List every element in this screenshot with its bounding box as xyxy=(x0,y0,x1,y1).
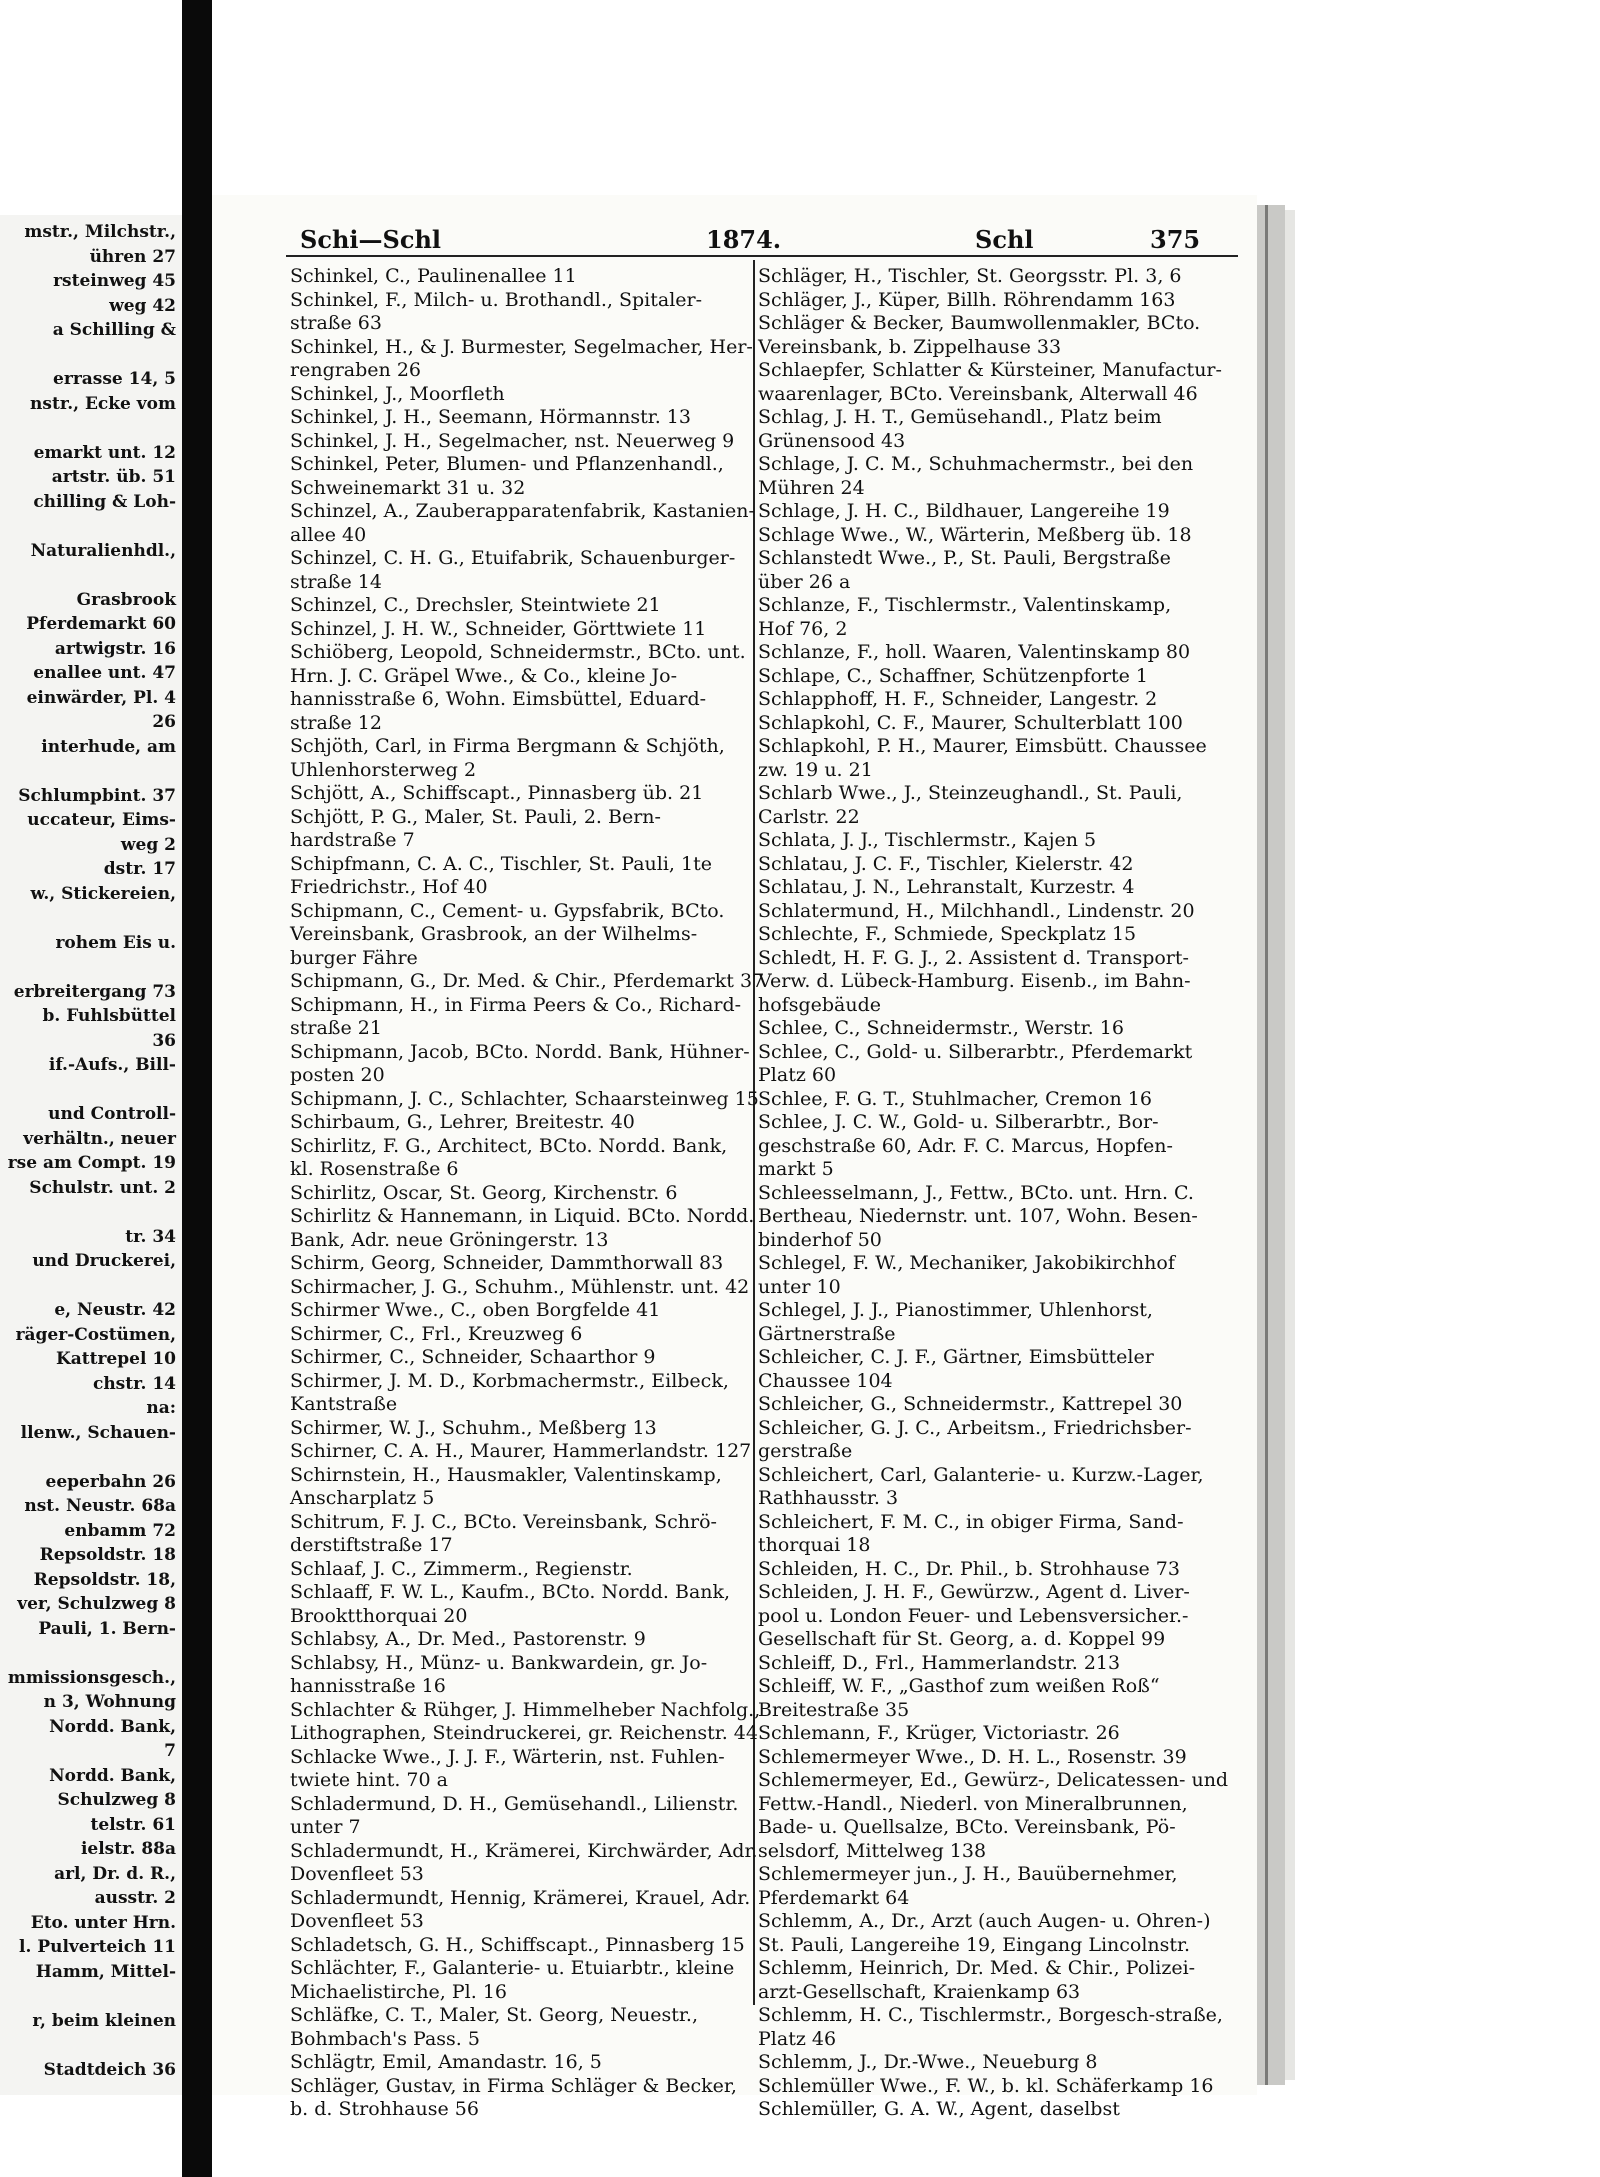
directory-entry-line: Uhlenhorsterweg 2 xyxy=(290,758,477,781)
directory-entry-line: Schinkel, H., & J. Burmester, Segelmacher, Her- xyxy=(290,335,753,358)
directory-entry-line: Schlemermeyer, Ed., Gewürz-, Delicatessen- und xyxy=(758,1769,1229,1791)
directory-entry-line: Schipfmann, C. A. C., Tischler, St. Pauli, 1te xyxy=(290,852,712,875)
directory-entry-line: Schjöth, Carl, in Firma Bergmann & Schjöth, xyxy=(290,735,725,757)
directory-entry-line: Schlächter, F., Galanterie- u. Etuiarbtr., kleine xyxy=(290,1957,735,1979)
directory-entry-line: Gärtnerstraße xyxy=(758,1322,896,1345)
left-page-text-fragment: Grasbrook xyxy=(76,589,176,610)
left-page-text-fragment: tr. 34 xyxy=(125,1226,176,1247)
left-page-text-fragment: emarkt unt. 12 xyxy=(33,442,176,463)
directory-entry-line: markt 5 xyxy=(758,1158,834,1180)
directory-entry-line: thorquai 18 xyxy=(758,1534,871,1556)
directory-entry-line: Schläger, Gustav, in Firma Schläger & Becker, xyxy=(290,2074,737,2097)
directory-entry-line: posten 20 xyxy=(290,1064,385,1086)
left-page-text-fragment: Schulstr. unt. 2 xyxy=(29,1177,176,1198)
directory-entry-line: Vereinsbank, b. Zippelhause 33 xyxy=(758,335,1062,358)
left-page-text-fragment: verhältn., neuer xyxy=(23,1128,176,1149)
left-page-text-fragment: Kattrepel 10 xyxy=(55,1349,176,1369)
left-page-text-fragment: dstr. 17 xyxy=(103,859,176,879)
directory-entry-line: Schlag, J. H. T., Gemüsehandl., Platz beim xyxy=(758,406,1162,428)
directory-entry-line: Schleiden, J. H. F., Gewürzw., Agent d. Liver- xyxy=(758,1581,1190,1603)
directory-entry-line: Schlanze, F., holl. Waaren, Valentinskamp 80 xyxy=(758,641,1191,663)
directory-entry-line: Schlatau, J. N., Lehranstalt, Kurzestr. 4 xyxy=(758,876,1135,898)
directory-entry-line: Schleiff, W. F., „Gasthof zum weißen Roß“ xyxy=(758,1675,1160,1697)
directory-entry-line: Breitestraße 35 xyxy=(758,1698,910,1721)
left-page-text-fragment: 26 xyxy=(152,712,176,732)
page-edge-line xyxy=(1265,205,1268,2085)
directory-entry-line: Chaussee 104 xyxy=(758,1369,893,1392)
directory-entry-line: Brooktthorquai 20 xyxy=(290,1604,468,1627)
left-page-text-fragment: weg 2 xyxy=(120,834,176,855)
directory-entry-line: Bank, Adr. neue Gröningerstr. 13 xyxy=(290,1228,609,1251)
directory-entry-line: Schladermundt, H., Krämerei, Kirchwärder, Adr. xyxy=(290,1839,758,1862)
directory-entry-line: Schirmer, J. M. D., Korbmachermstr., Eilbeck, xyxy=(290,1369,729,1392)
directory-entry-line: Schleichert, Carl, Galanterie- u. Kurzw.-Lager, xyxy=(758,1463,1204,1486)
directory-entry-line: Schinzel, C. H. G., Etuifabrik, Schauenburger- xyxy=(290,547,736,569)
directory-entry-line: Dovenfleet 53 xyxy=(290,1863,424,1885)
directory-entry-line: Schlee, C., Gold- u. Silberarbtr., Pferdemarkt xyxy=(758,1040,1193,1063)
directory-entry-line: hofsgebäude xyxy=(758,993,881,1016)
directory-entry-line: Fettw.-Handl., Niederl. von Mineralbrunnen, xyxy=(758,1792,1188,1815)
directory-entry-line: Anscharplatz 5 xyxy=(290,1487,435,1509)
directory-entry-line: Schirner, C. A. H., Maurer, Hammerlandstr. 127 xyxy=(290,1440,752,1462)
directory-entry-line: Platz 46 xyxy=(758,2027,837,2050)
directory-entry-line: Schlemermeyer Wwe., D. H. L., Rosenstr. 39 xyxy=(758,1745,1187,1768)
directory-entry-line: Vereinsbank, Grasbrook, an der Wilhelms- xyxy=(290,923,698,945)
directory-entry-line: Schinkel, F., Milch- u. Brothandl., Spitaler- xyxy=(290,288,703,311)
left-page-text-fragment: ver, Schulzweg 8 xyxy=(17,1594,176,1614)
directory-entry-line: Schlägtr, Emil, Amandastr. 16, 5 xyxy=(290,2051,602,2073)
running-head-right: Schl xyxy=(975,225,1034,254)
page-edge-outer xyxy=(1285,210,1295,2080)
directory-entry-line: Schinkel, Peter, Blumen- und Pflanzenhandl., xyxy=(290,453,724,475)
left-page-text-fragment: interhude, am xyxy=(41,736,176,757)
directory-entry-line: twiete hint. 70 a xyxy=(290,1769,448,1791)
directory-entry-line: Schirmer, W. J., Schuhm., Meßberg 13 xyxy=(290,1416,657,1439)
directory-entry-line: Schlemm, J., Dr.-Wwe., Neueburg 8 xyxy=(758,2051,1098,2073)
directory-entry-line: Schirlitz, Oscar, St. Georg, Kirchenstr. 6 xyxy=(290,1181,678,1204)
directory-entry-line: Schirlitz & Hannemann, in Liquid. BCto. Nordd. xyxy=(290,1205,755,1227)
directory-entry-line: Carlstr. 22 xyxy=(758,805,860,828)
left-page-text-fragment: uccateur, Eims- xyxy=(27,810,176,830)
directory-entry-line: rengraben 26 xyxy=(290,359,421,381)
directory-entry-line: hardstraße 7 xyxy=(290,829,415,851)
left-page-text-fragment: Nordd. Bank, xyxy=(49,1765,176,1786)
directory-entry-line: Schipmann, J. C., Schlachter, Schaarsteinweg 15 xyxy=(290,1087,759,1110)
directory-entry-line: Schiöberg, Leopold, Schneidermstr., BCto. unt. xyxy=(290,641,746,663)
directory-entry-line: burger Fähre xyxy=(290,946,418,969)
directory-entry-line: Schlabsy, H., Münz- u. Bankwardein, gr. Jo- xyxy=(290,1651,708,1674)
directory-entry-line: binderhof 50 xyxy=(758,1228,882,1251)
directory-entry-line: Schlapkohl, C. F., Maurer, Schulterblatt 100 xyxy=(758,711,1183,734)
directory-entry-line: Schlee, C., Schneidermstr., Werstr. 16 xyxy=(758,1017,1124,1039)
directory-entry-line: Schlanze, F., Tischlermstr., Valentinskamp, xyxy=(758,594,1172,616)
directory-entry-line: Schlee, F. G. T., Stuhlmacher, Cremon 16 xyxy=(758,1087,1152,1110)
directory-entry-line: Schlacke Wwe., J. J. F., Wärterin, nst. Fuhlen- xyxy=(290,1745,725,1768)
directory-entry-line: Lithographen, Steindruckerei, gr. Reichenstr. 44 xyxy=(290,1722,758,1744)
directory-entry-line: Bade- u. Quellsalze, BCto. Vereinsbank, Pö- xyxy=(758,1816,1176,1838)
directory-entry-line: Schirmer Wwe., C., oben Borgfelde 41 xyxy=(290,1299,661,1321)
directory-entry-line: derstiftstraße 17 xyxy=(290,1534,453,1556)
left-page-text-fragment: rse am Compt. 19 xyxy=(7,1153,176,1173)
directory-entry-line: Schlemm, H. C., Tischlermstr., Borgesch-straße, xyxy=(758,2004,1223,2026)
left-page-text-fragment: eeperbahn 26 xyxy=(45,1471,176,1492)
directory-entry-line: Schlachter & Rühger, J. Himmelheber Nachfolg., xyxy=(290,1698,761,1721)
directory-entry-line: kl. Rosenstraße 6 xyxy=(290,1158,459,1180)
directory-entry-line: Schinzel, A., Zauberapparatenfabrik, Kastanien- xyxy=(290,500,755,522)
directory-entry-line: Schlanstedt Wwe., P., St. Pauli, Bergstraße xyxy=(758,547,1171,569)
directory-entry-line: Schlemüller Wwe., F. W., b. kl. Schäferkamp 16 xyxy=(758,2074,1214,2097)
directory-entry-line: geschstraße 60, Adr. F. C. Marcus, Hopfen- xyxy=(758,1134,1173,1157)
directory-entry-line: Schirlitz, F. G., Architect, BCto. Nordd. Bank, xyxy=(290,1134,728,1157)
directory-entry-line: Bertheau, Niedernstr. unt. 107, Wohn. Besen- xyxy=(758,1205,1198,1227)
directory-entry-line: Schinkel, J. H., Seemann, Hörmannstr. 13 xyxy=(290,406,691,428)
left-page-text-fragment: enbamm 72 xyxy=(64,1520,176,1541)
directory-entry-line: Schinkel, C., Paulinenallee 11 xyxy=(290,265,577,287)
left-page-text-fragment: Repsoldstr. 18, xyxy=(33,1569,176,1590)
directory-entry-line: Schlapphoff, H. F., Schneider, Langestr. 2 xyxy=(758,688,1158,710)
directory-entry-line: Schlarb Wwe., J., Steinzeughandl., St. Pauli, xyxy=(758,782,1183,804)
directory-entry-line: Schinzel, J. H. W., Schneider, Görttwiete 11 xyxy=(290,617,707,640)
directory-entry-line: Schjött, P. G., Maler, St. Pauli, 2. Bern- xyxy=(290,805,661,828)
directory-entry-line: Schlaaf, J. C., Zimmerm., Regienstr. xyxy=(290,1557,633,1580)
directory-entry-line: Schladermundt, Hennig, Krämerei, Krauel, Adr. xyxy=(290,1886,751,1909)
directory-entry-line: waarenlager, BCto. Vereinsbank, Alterwall 46 xyxy=(758,382,1198,405)
directory-entry-line: Schleiden, H. C., Dr. Phil., b. Strohhause 73 xyxy=(758,1557,1180,1580)
directory-entry-line: Hrn. J. C. Gräpel Wwe., & Co., kleine Jo- xyxy=(290,664,678,687)
directory-entry-line: Schlapkohl, P. H., Maurer, Eimsbütt. Chaussee xyxy=(758,735,1207,757)
directory-entry-line: Gesellschaft für St. Georg, a. d. Koppel 99 xyxy=(758,1628,1166,1650)
directory-entry-line: Schleicher, G. J. C., Arbeitsm., Friedrichsber- xyxy=(758,1416,1192,1439)
directory-entry-line: Schjött, A., Schiffscapt., Pinnasberg üb. 21 xyxy=(290,782,704,804)
left-page-text-fragment: und Controll- xyxy=(48,1104,176,1124)
directory-entry-line: selsdorf, Mittelweg 138 xyxy=(758,1839,987,1862)
left-page-text-fragment: räger-Costümen, xyxy=(15,1324,176,1345)
left-page-text-fragment: r, beim kleinen xyxy=(32,2010,176,2031)
directory-entry-line: Schläger, J., Küper, Billh. Röhrendamm 163 xyxy=(758,288,1176,311)
directory-entry-line: Schläger & Becker, Baumwollenmakler, BCto. xyxy=(758,312,1201,334)
left-page-text-fragment: n 3, Wohnung xyxy=(43,1692,176,1712)
directory-entry-line: Schladermund, D. H., Gemüsehandl., Lilienstr. xyxy=(290,1792,739,1815)
directory-entry-line: Schlechte, F., Schmiede, Speckplatz 15 xyxy=(758,923,1137,945)
left-page-text-fragment: rohem Eis u. xyxy=(55,932,176,953)
directory-entry-line: Schlemermeyer jun., J. H., Bauübernehmer, xyxy=(758,1863,1178,1885)
directory-entry-line: Schlatau, J. C. F., Tischler, Kielerstr. 42 xyxy=(758,852,1134,875)
left-page-text-fragment: Stadtdeich 36 xyxy=(43,2059,176,2080)
directory-entry-line: straße 63 xyxy=(290,312,382,334)
directory-entry-line: Schleesselmann, J., Fettw., BCto. unt. Hrn. C. xyxy=(758,1181,1194,1204)
left-page-text-fragment: na: xyxy=(146,1398,176,1418)
left-page-fragment xyxy=(0,215,182,2095)
left-page-text-fragment: 36 xyxy=(152,1030,176,1051)
left-page-text-fragment: mstr., Milchstr., xyxy=(24,222,176,242)
directory-entry-line: Pferdemarkt 64 xyxy=(758,1886,910,1909)
left-page-text-fragment: weg 42 xyxy=(109,295,176,316)
left-page-text-fragment: enallee unt. 47 xyxy=(33,663,176,683)
left-page-text-fragment: Repsoldstr. 18 xyxy=(39,1545,176,1565)
directory-entry-line: Schlemüller, G. A. W., Agent, daselbst xyxy=(758,2098,1120,2120)
book-spine-gutter xyxy=(182,0,212,2177)
left-page-text-fragment: ielstr. 88a xyxy=(80,1839,176,1859)
directory-entry-line: straße 21 xyxy=(290,1017,382,1039)
left-page-text-fragment: b. Fuhlsbüttel xyxy=(42,1006,176,1026)
left-page-text-fragment: Schlumpbint. 37 xyxy=(18,785,176,806)
directory-entry-line: Schlaaff, F. W. L., Kaufm., BCto. Nordd. Bank, xyxy=(290,1581,731,1603)
directory-entry-line: Mühren 24 xyxy=(758,476,865,499)
directory-entry-line: Schlape, C., Schaffner, Schützenpforte 1 xyxy=(758,664,1149,687)
left-page-text-fragment: w., Stickereien, xyxy=(30,883,176,904)
directory-entry-line: Hof 76, 2 xyxy=(758,617,848,640)
directory-entry-line: Schirm, Georg, Schneider, Dammthorwall 83 xyxy=(290,1252,724,1274)
directory-entry-line: b. d. Strohhause 56 xyxy=(290,2098,479,2120)
left-page-text-fragment: telstr. 61 xyxy=(90,1814,176,1835)
directory-entry-line: Schirnstein, H., Hausmakler, Valentinskamp, xyxy=(290,1463,722,1486)
directory-entry-line: Schweinemarkt 31 u. 32 xyxy=(290,476,526,499)
left-page-text-fragment: Schulzweg 8 xyxy=(57,1790,176,1810)
directory-entry-line: Schläfke, C. T., Maler, St. Georg, Neuestr., xyxy=(290,2004,699,2026)
left-page-text-fragment: Eto. unter Hrn. xyxy=(30,1912,176,1933)
left-page-text-fragment: if.-Aufs., Bill- xyxy=(48,1055,176,1075)
directory-entry-line: Michaelistirche, Pl. 16 xyxy=(290,1980,507,2003)
directory-entry-line: Schlage Wwe., W., Wärterin, Meßberg üb. 18 xyxy=(758,523,1192,546)
left-page-text-fragment: nstr., Ecke vom xyxy=(30,393,176,414)
page-edge-stack xyxy=(1257,205,1285,2085)
left-page-text-fragment: nst. Neustr. 68a xyxy=(24,1496,176,1516)
left-page-text-fragment: chilling & Loh- xyxy=(33,491,176,512)
directory-entry-line: Schinzel, C., Drechsler, Steintwiete 21 xyxy=(290,594,661,616)
left-page-text-fragment: chstr. 14 xyxy=(92,1373,176,1394)
directory-entry-line: Schipmann, G., Dr. Med. & Chir., Pferdemarkt 37 xyxy=(290,970,765,992)
directory-entry-line: zw. 19 u. 21 xyxy=(758,758,873,781)
directory-entry-line: Schitrum, F. J. C., BCto. Vereinsbank, Schrö- xyxy=(290,1510,717,1533)
left-page-text-fragment: arl, Dr. d. R., xyxy=(54,1863,176,1884)
left-page-text-fragment: Pferdemarkt 60 xyxy=(26,614,176,634)
header-rule xyxy=(286,255,1238,257)
directory-entry-line: allee 40 xyxy=(290,523,367,546)
left-page-text-fragment: errasse 14, 5 xyxy=(53,369,176,389)
left-page-text-fragment: artwigstr. 16 xyxy=(54,638,176,659)
directory-entry-line: Bohmbach's Pass. 5 xyxy=(290,2027,480,2050)
left-page-text-fragment: ühren 27 xyxy=(89,246,176,267)
directory-entry-line: hannisstraße 6, Wohn. Eimsbüttel, Eduard- xyxy=(290,688,707,710)
directory-entry-line: pool u. London Feuer- und Lebensversicher.- xyxy=(758,1604,1189,1627)
directory-entry-line: Schipmann, Jacob, BCto. Nordd. Bank, Hühner- xyxy=(290,1040,750,1063)
left-page-text-fragment: ausstr. 2 xyxy=(94,1888,176,1908)
directory-entry-line: Schlemann, F., Krüger, Victoriastr. 26 xyxy=(758,1722,1120,1744)
directory-entry-line: Schinkel, J., Moorfleth xyxy=(290,382,505,405)
left-page-text-fragment: artstr. üb. 51 xyxy=(51,467,176,487)
left-page-text-fragment: mmissionsgesch., xyxy=(7,1667,176,1688)
left-page-text-fragment: rsteinweg 45 xyxy=(53,271,176,291)
directory-entry-line: Schlee, J. C. W., Gold- u. Silberarbtr., Bor- xyxy=(758,1111,1159,1133)
directory-entry-line: Schlabsy, A., Dr. Med., Pastorenstr. 9 xyxy=(290,1628,646,1650)
left-page-text-fragment: Hamm, Mittel- xyxy=(35,1961,176,1982)
left-page-text-fragment: 7 xyxy=(164,1741,176,1761)
directory-entry-line: über 26 a xyxy=(758,570,851,593)
directory-entry-line: Schlata, J. J., Tischlermstr., Kajen 5 xyxy=(758,829,1097,851)
directory-entry-line: Schleiff, D., Frl., Hammerlandstr. 213 xyxy=(758,1651,1121,1674)
directory-entry-line: Schlemm, Heinrich, Dr. Med. & Chir., Polizei- xyxy=(758,1957,1196,1979)
directory-entry-line: Schipmann, C., Cement- u. Gypsfabrik, BCto. xyxy=(290,899,725,922)
left-page-text-fragment: erbreitergang 73 xyxy=(13,981,176,1002)
directory-entry-line: gerstraße xyxy=(758,1440,853,1462)
left-page-text-fragment: und Druckerei, xyxy=(32,1251,176,1271)
directory-entry-line: Schleichert, F. M. C., in obiger Firma, Sand- xyxy=(758,1510,1184,1533)
directory-entry-line: hannisstraße 16 xyxy=(290,1675,446,1697)
directory-entry-line: Schledt, H. F. G. J., 2. Assistent d. Transport- xyxy=(758,946,1189,969)
directory-entry-line: unter 7 xyxy=(290,1816,361,1838)
left-page-text-fragment: e, Neustr. 42 xyxy=(54,1300,176,1320)
left-page-text-fragment: llenw., Schauen- xyxy=(20,1422,176,1443)
left-page-text-fragment: einwärder, Pl. 4 xyxy=(26,687,176,708)
directory-entry-line: Grünensood 43 xyxy=(758,429,906,452)
directory-entry-line: Schirmer, C., Schneider, Schaarthor 9 xyxy=(290,1346,656,1368)
directory-entry-line: Schlatermund, H., Milchhandl., Lindenstr. 20 xyxy=(758,899,1195,922)
directory-entry-line: Dovenfleet 53 xyxy=(290,1910,424,1932)
directory-entry-line: Schlage, J. H. C., Bildhauer, Langereihe 19 xyxy=(758,500,1170,522)
directory-entry-line: Schladetsch, G. H., Schiffscapt., Pinnasberg 15 xyxy=(290,1933,745,1956)
directory-entry-line: Schirmacher, J. G., Schuhm., Mühlenstr. unt. 42 xyxy=(290,1275,750,1298)
directory-entry-line: Schlegel, F. W., Mechaniker, Jakobikirchhof xyxy=(758,1252,1175,1274)
directory-entry-line: Schirbaum, G., Lehrer, Breitestr. 40 xyxy=(290,1111,635,1133)
directory-entry-line: Schinkel, J. H., Segelmacher, nst. Neuerweg 9 xyxy=(290,429,735,452)
directory-entry-line: Schleicher, G., Schneidermstr., Kattrepel 30 xyxy=(758,1393,1183,1415)
left-page-text-fragment: Pauli, 1. Bern- xyxy=(38,1618,176,1639)
running-head-year: 1874. xyxy=(706,225,782,254)
directory-entry-line: Kantstraße xyxy=(290,1393,398,1415)
directory-entry-line: Verw. d. Lübeck-Hamburg. Eisenb., im Bahn- xyxy=(758,970,1191,992)
directory-entry-line: Schlemm, A., Dr., Arzt (auch Augen- u. Ohren-) xyxy=(758,1910,1211,1932)
directory-entry-line: Schlegel, J. J., Pianostimmer, Uhlenhorst, xyxy=(758,1299,1153,1321)
left-page-text-fragment: Naturalienhdl., xyxy=(30,540,176,561)
directory-entry-line: Schirmer, C., Frl., Kreuzweg 6 xyxy=(290,1322,583,1345)
left-page-text-fragment: l. Pulverteich 11 xyxy=(19,1937,176,1957)
page-number: 375 xyxy=(1150,225,1201,254)
directory-entry-line: straße 14 xyxy=(290,570,382,593)
directory-entry-line: Schipmann, H., in Firma Peers & Co., Richard- xyxy=(290,993,742,1016)
running-head-left: Schi—Schl xyxy=(300,225,442,254)
directory-entry-line: Schlaepfer, Schlatter & Kürsteiner, Manufactur- xyxy=(758,359,1222,381)
directory-entry-line: straße 12 xyxy=(290,711,382,734)
directory-entry-line: Platz 60 xyxy=(758,1064,837,1086)
directory-entry-line: Rathhausstr. 3 xyxy=(758,1487,899,1509)
directory-entry-line: Schlage, J. C. M., Schuhmachermstr., bei den xyxy=(758,453,1194,475)
directory-entry-line: arzt-Gesellschaft, Kraienkamp 63 xyxy=(758,1980,1081,2003)
left-page-text-fragment: a Schilling & xyxy=(52,320,176,340)
directory-entry-line: Schleicher, C. J. F., Gärtner, Eimsbütteler xyxy=(758,1346,1154,1368)
directory-entry-line: St. Pauli, Langereihe 19, Eingang Lincolnstr. xyxy=(758,1933,1191,1956)
directory-entry-line: Schläger, H., Tischler, St. Georgsstr. Pl. 3, 6 xyxy=(758,265,1182,287)
directory-entry-line: Friedrichstr., Hof 40 xyxy=(290,876,488,898)
left-page-text-fragment: Nordd. Bank, xyxy=(49,1716,176,1737)
directory-entry-line: unter 10 xyxy=(758,1275,841,1298)
